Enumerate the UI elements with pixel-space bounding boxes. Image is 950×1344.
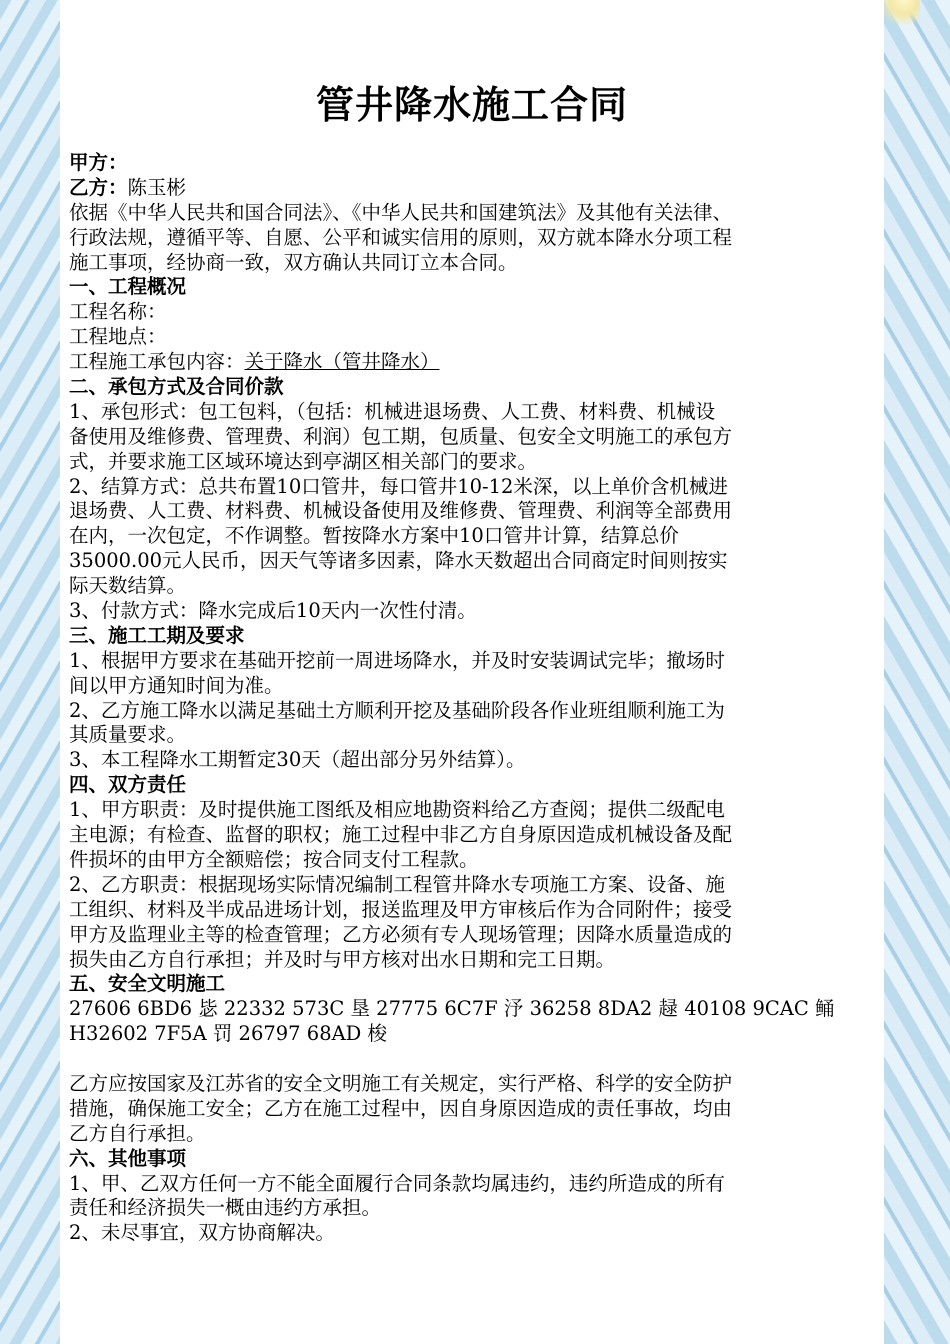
intro-paragraph <box>69 201 879 276</box>
left-background-stripes <box>0 0 60 1344</box>
party-b-value: 陈玉彬 <box>127 175 187 199</box>
section-2-line: 1、承包形式：包工包料，（包括：机械进退场费、人工费、材料费、机械设 <box>69 399 716 423</box>
section-1-heading: 一、工程概况 <box>69 275 187 299</box>
section-4-line: 主电源；有检查、监督的职权；施工过程中非乙方自身原因造成机械设备及配 <box>69 823 733 847</box>
section-5-line: 乙方应按国家及江苏省的安全文明施工有关规定，实行严格、科学的安全防护 <box>69 1071 733 1095</box>
section-5-body <box>69 997 879 1146</box>
section-4-line: 工组织、材料及半成品进场计划，报送监理及甲方审核后作为合同附件；接受 <box>69 897 733 921</box>
section-6-heading: 六、其他事项 <box>69 1146 187 1170</box>
section-4-line: 甲方及监理业主等的检查管理；乙方必须有专人现场管理；因降水质量造成的 <box>69 922 733 946</box>
intro-line: 施工事项，经协商一致，双方确认共同订立本合同。 <box>69 250 518 274</box>
project-name-field: 工程名称： <box>69 300 167 324</box>
section-3-line: 其质量要求。 <box>69 723 187 747</box>
section-4-line: 件损坏的由甲方全额赔偿；按合同支付工程款。 <box>69 847 479 871</box>
section-6-line: 2、未尽事宜，双方协商解决。 <box>69 1221 335 1245</box>
section-2-line: 备使用及维修费、管理费、利润）包工期，包质量、包安全文明施工的承包方 <box>69 424 733 448</box>
section-5-line: H32602 7F5A 罚 26797 68AD 梭 <box>69 1022 388 1046</box>
document-body <box>69 151 879 1246</box>
right-background-stripes <box>884 0 950 1344</box>
document-page <box>60 0 884 1344</box>
section-3-heading: 三、施工工期及要求 <box>69 623 245 647</box>
section-6-line: 1、甲、乙双方任何一方不能全面履行合同条款均属违约，违约所造成的所有 <box>69 1171 725 1195</box>
section-2-line: 式，并要求施工区域环境达到亭湖区相关部门的要求。 <box>69 449 538 473</box>
section-2-line: 际天数结算。 <box>69 574 187 598</box>
corner-glow-decoration <box>880 0 920 26</box>
party-b-line <box>69 176 879 201</box>
section-2-line: 在内，一次包定，不作调整。暂按降水方案中10口管井计算，结算总价 <box>69 524 679 548</box>
section-5-line: 乙方自行承担。 <box>69 1121 206 1145</box>
section-4-line: 1、甲方职责：及时提供施工图纸及相应地勘资料给乙方查阅；提供二级配电 <box>69 798 725 822</box>
section-2-heading: 二、承包方式及合同价款 <box>69 375 284 399</box>
project-location-field: 工程地点： <box>69 325 167 349</box>
section-2-line: 3、付款方式：降水完成后10天内一次性付清。 <box>69 599 477 623</box>
section-2-line: 2、结算方式：总共布置10口管井，每口管井10-12米深，以上单价含机械进 <box>69 474 728 498</box>
section-5-line: 措施，确保施工安全；乙方在施工过程中，因自身原因造成的责任事故，均由 <box>69 1096 733 1120</box>
section-3-line: 3、本工程降水工期暂定30天（超出部分另外结算）。 <box>69 748 526 772</box>
section-3-line: 2、乙方施工降水以满足基础土方顺利开挖及基础阶段各作业班组顺利施工为 <box>69 698 725 722</box>
project-scope-label: 工程施工承包内容： <box>69 350 245 374</box>
section-5-heading: 五、安全文明施工 <box>69 972 226 996</box>
section-3-line: 1、根据甲方要求在基础开挖前一周进场降水，并及时安装调试完毕；撤场时 <box>69 648 725 672</box>
section-4-body <box>69 798 879 972</box>
section-4-line: 2、乙方职责：根据现场实际情况编制工程管井降水专项施工方案、设备、施 <box>69 872 725 896</box>
section-3-line: 间以甲方通知时间为准。 <box>69 673 284 697</box>
section-4-heading: 四、双方责任 <box>69 773 187 797</box>
party-a-line <box>69 151 879 176</box>
section-2-line: 退场费、人工费、材料费、机械设备使用及维修费、管理费、利润等全部费用 <box>69 499 733 523</box>
blank-line <box>69 1047 879 1072</box>
section-4-line: 损失由乙方自行承担；并及时与甲方核对出水日期和完工日期。 <box>69 947 616 971</box>
section-2-line: 35000.00元人民币，因天气等诸多因素，降水天数超出合同商定时间则按实 <box>69 549 728 573</box>
section-6-body <box>69 1172 879 1247</box>
section-6-line: 责任和经济损失一概由违约方承担。 <box>69 1196 382 1220</box>
party-a-label: 甲方： <box>69 151 128 174</box>
intro-line: 依据《中华人民共和国合同法》、《中华人民共和国建筑法》及其他有关法律、 <box>69 200 733 224</box>
section-5-line: 27606 6BD6 毖 22332 573C 垦 27775 6C7F 汿 36258 8DA2 趢 40108 9CAC 鲬 <box>69 997 835 1021</box>
section-2-body <box>69 400 879 624</box>
intro-line: 行政法规，遵循平等、自愿、公平和诚实信用的原则，双方就本降水分项工程 <box>69 225 733 249</box>
project-scope-field <box>69 350 879 375</box>
project-scope-value: 关于降水（管井降水） <box>244 350 440 374</box>
section-3-body <box>69 649 879 773</box>
party-b-label: 乙方： <box>69 175 128 199</box>
document-title: 管井降水施工合同 <box>315 83 628 127</box>
